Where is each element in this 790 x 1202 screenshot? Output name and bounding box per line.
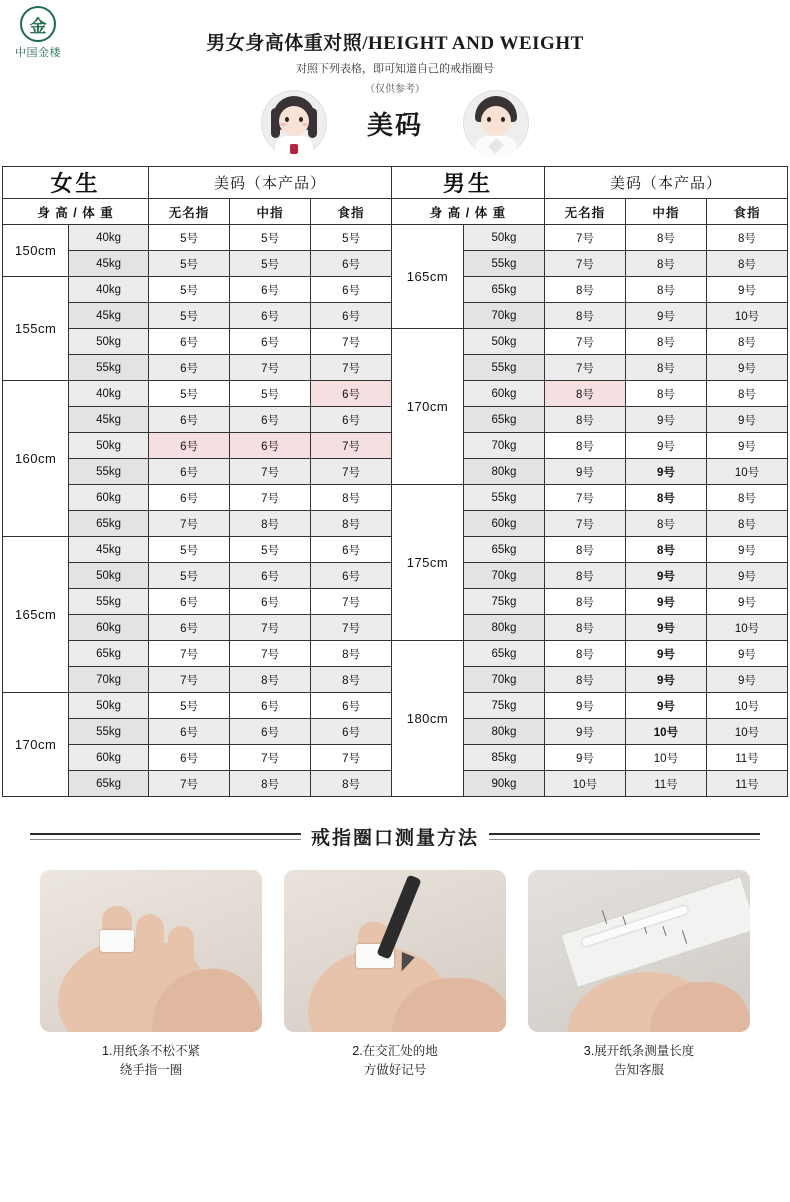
female-weight-cell: 45kg [69,407,149,433]
female-index-cell: 7号 [311,355,392,381]
male-index-cell: 8号 [706,511,787,537]
male-ring-cell: 8号 [544,277,625,303]
male-size-label: 美码（本产品） [544,167,787,199]
female-index-cell: 6号 [311,277,392,303]
male-ring-cell: 8号 [544,615,625,641]
female-middle-cell: 6号 [230,563,311,589]
measure-section [0,823,790,1080]
boy-avatar-icon [463,90,529,156]
female-group-label: 女生 [3,167,149,199]
female-weight-cell: 40kg [69,381,149,407]
male-index-cell: 10号 [706,303,787,329]
female-weight-cell: 55kg [69,355,149,381]
male-middle-cell: 8号 [625,329,706,355]
female-ring-cell: 5号 [149,277,230,303]
male-weight-cell: 70kg [463,563,544,589]
female-height-cell: 155cm [3,277,69,381]
male-index-cell: 11号 [706,771,787,797]
female-ring-cell: 6号 [149,407,230,433]
female-middle-cell: 5号 [230,537,311,563]
female-ring-cell: 7号 [149,641,230,667]
male-weight-cell: 55kg [463,355,544,381]
table-row [3,329,788,355]
female-weight-cell: 65kg [69,771,149,797]
male-ring-cell: 8号 [544,563,625,589]
title-block [0,0,790,95]
male-weight-cell: 70kg [463,667,544,693]
male-index-cell: 8号 [706,225,787,251]
male-middle-cell: 8号 [625,277,706,303]
female-index-cell: 6号 [311,407,392,433]
male-weight-cell: 60kg [463,381,544,407]
female-weight-cell: 45kg [69,251,149,277]
female-middle-cell: 7号 [230,615,311,641]
female-middle-cell: 8号 [230,511,311,537]
male-ring-header: 无名指 [544,199,625,225]
page-note: （仅供参考） [365,84,425,95]
male-middle-cell: 8号 [625,381,706,407]
male-ring-cell: 9号 [544,459,625,485]
table-row [3,485,788,511]
male-weight-cell: 55kg [463,485,544,511]
female-weight-cell: 60kg [69,615,149,641]
male-ring-cell: 8号 [544,537,625,563]
male-ring-cell: 9号 [544,719,625,745]
female-middle-cell: 6号 [230,277,311,303]
size-standard-label: 美码 [366,110,423,140]
female-weight-cell: 55kg [69,719,149,745]
male-middle-cell: 9号 [625,563,706,589]
female-ring-cell: 5号 [149,381,230,407]
male-height-cell: 180cm [392,641,464,797]
female-ring-cell: 6号 [149,589,230,615]
female-middle-cell: 6号 [230,329,311,355]
female-weight-cell: 65kg [69,641,149,667]
male-index-cell: 10号 [706,719,787,745]
male-ring-cell: 8号 [544,381,625,407]
avatar-row [0,82,790,164]
male-index-cell: 11号 [706,745,787,771]
male-height-cell: 170cm [392,329,464,485]
male-weight-cell: 85kg [463,745,544,771]
male-middle-cell: 9号 [625,667,706,693]
male-weight-cell: 75kg [463,693,544,719]
page-header [0,0,790,95]
female-index-cell: 8号 [311,511,392,537]
brand-logo-block [6,6,70,60]
male-ring-cell: 8号 [544,667,625,693]
female-ring-cell: 5号 [149,251,230,277]
female-middle-cell: 6号 [230,719,311,745]
male-middle-cell: 8号 [625,537,706,563]
female-index-cell: 6号 [311,303,392,329]
female-index-cell: 6号 [311,563,392,589]
marking-with-pen-photo [284,870,506,1032]
female-index-cell: 5号 [311,225,392,251]
male-ring-cell: 8号 [544,589,625,615]
female-weight-cell: 65kg [69,511,149,537]
male-middle-cell: 9号 [625,641,706,667]
male-middle-cell: 8号 [625,485,706,511]
male-group-label: 男生 [392,167,545,199]
size-chart-table [2,166,788,797]
female-height-cell: 150cm [3,225,69,277]
male-index-cell: 8号 [706,381,787,407]
female-ring-cell: 6号 [149,615,230,641]
female-ring-cell: 6号 [149,329,230,355]
male-middle-cell: 9号 [625,615,706,641]
female-index-cell: 8号 [311,641,392,667]
paper-strip-around-finger-photo [40,870,262,1032]
female-index-cell: 6号 [311,381,392,407]
female-ring-cell: 6号 [149,485,230,511]
brand-name: 中国金楼 [15,47,61,59]
female-index-cell: 7号 [311,459,392,485]
male-ring-cell: 7号 [544,225,625,251]
female-index-cell: 7号 [311,615,392,641]
female-ring-header: 无名指 [149,199,230,225]
female-ring-cell: 5号 [149,693,230,719]
female-middle-cell: 7号 [230,641,311,667]
male-middle-cell: 9号 [625,459,706,485]
male-ring-cell: 9号 [544,745,625,771]
female-weight-cell: 45kg [69,303,149,329]
male-ring-cell: 7号 [544,355,625,381]
measure-step-3-caption: 3.展开纸条测量长度 告知客服 [583,1044,695,1077]
female-middle-cell: 6号 [230,589,311,615]
female-index-cell: 7号 [311,433,392,459]
male-middle-cell: 9号 [625,433,706,459]
male-weight-cell: 70kg [463,433,544,459]
female-middle-cell: 5号 [230,225,311,251]
male-weight-cell: 80kg [463,615,544,641]
female-ring-cell: 6号 [149,745,230,771]
female-index-cell: 7号 [311,745,392,771]
female-ring-cell: 5号 [149,303,230,329]
male-index-header: 食指 [706,199,787,225]
male-ring-cell: 7号 [544,511,625,537]
female-middle-cell: 8号 [230,771,311,797]
female-ring-cell: 7号 [149,667,230,693]
female-index-cell: 7号 [311,329,392,355]
male-weight-cell: 80kg [463,459,544,485]
male-weight-cell: 70kg [463,303,544,329]
male-index-cell: 9号 [706,277,787,303]
page-subtitle: 对照下列表格，即可知道自己的戒指圈号 [296,63,494,75]
male-ring-cell: 8号 [544,433,625,459]
table-column-header-row [3,199,788,225]
male-middle-cell: 9号 [625,407,706,433]
female-index-header: 食指 [311,199,392,225]
female-middle-cell: 7号 [230,459,311,485]
measure-step-1-caption: 1.用纸条不松不紧 绕手指一圈 [102,1044,200,1077]
male-weight-cell: 65kg [463,537,544,563]
female-weight-cell: 55kg [69,589,149,615]
female-middle-cell: 7号 [230,355,311,381]
male-middle-cell: 8号 [625,511,706,537]
female-index-cell: 6号 [311,693,392,719]
girl-avatar-icon [261,90,327,156]
male-weight-cell: 65kg [463,277,544,303]
male-index-cell: 9号 [706,641,787,667]
female-index-cell: 6号 [311,719,392,745]
male-middle-cell: 10号 [625,719,706,745]
female-height-cell: 160cm [3,381,69,537]
measure-step-1 [40,870,262,1080]
divider-right [489,833,760,840]
female-weight-cell: 40kg [69,277,149,303]
measuring-with-ruler-photo [528,870,750,1032]
brand-logo-icon: 金 [20,6,56,42]
male-ring-cell: 7号 [544,329,625,355]
male-middle-header: 中指 [625,199,706,225]
female-middle-cell: 6号 [230,303,311,329]
male-index-cell: 9号 [706,667,787,693]
male-ring-cell: 7号 [544,251,625,277]
male-height-cell: 165cm [392,225,464,329]
female-middle-cell: 6号 [230,433,311,459]
female-index-cell: 8号 [311,771,392,797]
table-group-header-row [3,167,788,199]
male-index-cell: 9号 [706,407,787,433]
female-index-cell: 6号 [311,537,392,563]
female-ring-cell: 7号 [149,771,230,797]
male-middle-cell: 9号 [625,693,706,719]
female-weight-cell: 55kg [69,459,149,485]
male-middle-cell: 11号 [625,771,706,797]
male-ring-cell: 8号 [544,641,625,667]
male-weight-cell: 80kg [463,719,544,745]
female-ring-cell: 7号 [149,511,230,537]
male-middle-cell: 9号 [625,303,706,329]
page-title: 男女身高体重对照/HEIGHT AND WEIGHT [206,33,584,54]
female-hw-header: 身 高 / 体 重 [3,199,149,225]
male-middle-cell: 8号 [625,225,706,251]
male-weight-cell: 55kg [463,251,544,277]
female-middle-cell: 5号 [230,251,311,277]
female-ring-cell: 6号 [149,433,230,459]
male-index-cell: 9号 [706,433,787,459]
female-weight-cell: 50kg [69,433,149,459]
measure-title: 戒指圈口测量方法 [311,828,480,849]
female-middle-cell: 6号 [230,693,311,719]
divider-left [30,833,301,840]
female-middle-cell: 7号 [230,745,311,771]
female-height-cell: 165cm [3,537,69,693]
female-weight-cell: 70kg [69,667,149,693]
male-index-cell: 8号 [706,329,787,355]
female-ring-cell: 6号 [149,719,230,745]
male-hw-header: 身 高 / 体 重 [392,199,545,225]
male-middle-cell: 10号 [625,745,706,771]
male-weight-cell: 50kg [463,225,544,251]
female-weight-cell: 45kg [69,537,149,563]
female-index-cell: 7号 [311,589,392,615]
female-weight-cell: 50kg [69,563,149,589]
measure-steps [0,870,790,1080]
male-index-cell: 9号 [706,589,787,615]
male-index-cell: 9号 [706,355,787,381]
male-index-cell: 9号 [706,537,787,563]
female-size-label: 美码（本产品） [149,167,392,199]
male-middle-cell: 8号 [625,251,706,277]
male-ring-cell: 7号 [544,485,625,511]
male-index-cell: 10号 [706,615,787,641]
female-height-cell: 170cm [3,693,69,797]
male-weight-cell: 50kg [463,329,544,355]
female-middle-header: 中指 [230,199,311,225]
female-ring-cell: 5号 [149,225,230,251]
male-weight-cell: 65kg [463,407,544,433]
female-ring-cell: 6号 [149,459,230,485]
female-ring-cell: 6号 [149,355,230,381]
measure-title-row [0,823,790,850]
female-ring-cell: 5号 [149,563,230,589]
measure-step-3 [528,870,750,1080]
female-weight-cell: 60kg [69,745,149,771]
male-index-cell: 9号 [706,563,787,589]
male-middle-cell: 8号 [625,355,706,381]
female-middle-cell: 7号 [230,485,311,511]
female-index-cell: 6号 [311,251,392,277]
male-middle-cell: 9号 [625,589,706,615]
male-ring-cell: 10号 [544,771,625,797]
female-weight-cell: 40kg [69,225,149,251]
male-index-cell: 10号 [706,459,787,485]
female-middle-cell: 6号 [230,407,311,433]
measure-step-2 [284,870,506,1080]
male-ring-cell: 8号 [544,303,625,329]
female-middle-cell: 8号 [230,667,311,693]
female-index-cell: 8号 [311,485,392,511]
male-weight-cell: 90kg [463,771,544,797]
female-index-cell: 8号 [311,667,392,693]
male-ring-cell: 9号 [544,693,625,719]
male-index-cell: 8号 [706,485,787,511]
female-weight-cell: 60kg [69,485,149,511]
female-weight-cell: 50kg [69,329,149,355]
table-row [3,641,788,667]
male-index-cell: 10号 [706,693,787,719]
male-weight-cell: 60kg [463,511,544,537]
male-weight-cell: 65kg [463,641,544,667]
measure-step-2-caption: 2.在交汇处的地 方做好记号 [352,1044,438,1077]
male-ring-cell: 8号 [544,407,625,433]
female-ring-cell: 5号 [149,537,230,563]
female-weight-cell: 50kg [69,693,149,719]
female-middle-cell: 5号 [230,381,311,407]
male-index-cell: 8号 [706,251,787,277]
male-height-cell: 175cm [392,485,464,641]
table-row [3,225,788,251]
male-weight-cell: 75kg [463,589,544,615]
